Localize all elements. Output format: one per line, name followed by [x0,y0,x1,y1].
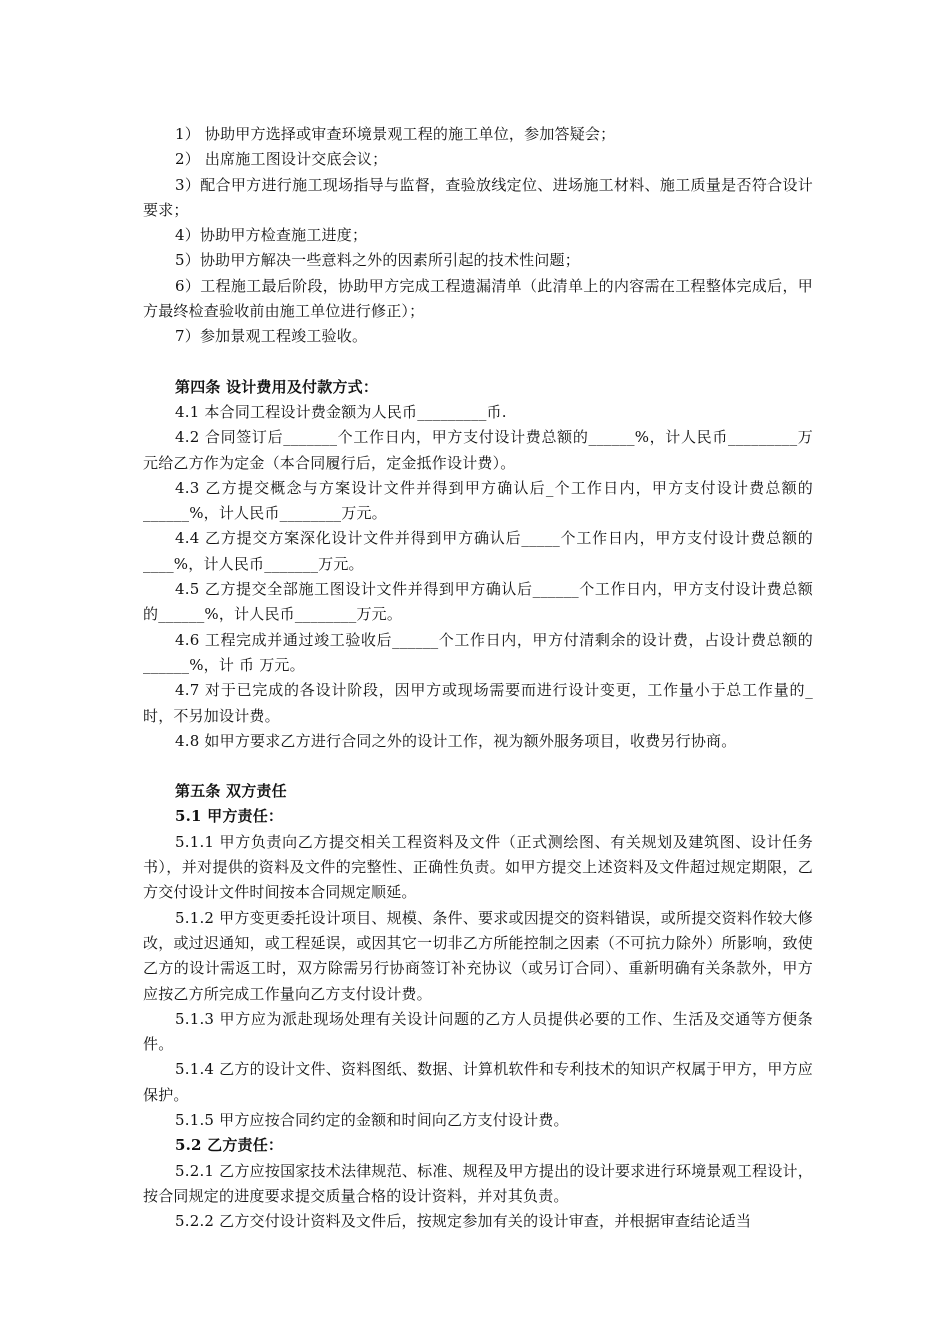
list-item: 1） 协助甲方选择或审查环境景观工程的施工单位，参加答疑会； [175,125,616,143]
article-4-heading: 第四条 设计费用及付款方式： [175,377,379,396]
clause-4-6: 4.6 工程完成并通过竣工验收后______个工作日内，甲方付清剩余的设计费，占设计费总额的______%，计 币 万元。 [143,630,813,674]
clause-4-7: 4.7 对于已完成的各设计阶段，因甲方或现场需要而进行设计变更，工作量小于总工作量的_时，不另加设计费。 [143,681,813,725]
spacer [143,754,813,779]
list-item: 7）参加景观工程竣工验收。 [175,327,368,346]
list-item: 6）工程施工最后阶段，协助甲方完成工程遗漏清单（此清单上的内容需在工程整体完成后，甲方最终检查验收前由施工单位进行修正）； [143,276,813,321]
clause-4-8: 4.8 如甲方要求乙方进行合同之外的设计工作，视为额外服务项目，收费另行协商。 [175,731,737,750]
clause-5-1-3: 5.1.3 甲方应为派赴现场处理有关设计问题的乙方人员提供必要的工作、生活及交通等方便条件。 [143,1009,813,1054]
list-item: 2） 出席施工图设计交底会议； [175,150,388,169]
list-item: 4）协助甲方检查施工进度； [175,226,368,245]
clause-5-2-1: 5.2.1 乙方应按国家技术法律规范、标准、规程及甲方提出的设计要求进行环境景观工程设计，按合同规定的进度要求提交质量合格的设计资料，并对其负责。 [143,1161,813,1205]
clause-4-2: 4.2 合同签订后_______个工作日内，甲方支付设计费总额的______%，计人民币_________万元给乙方作为定金（本合同履行后，定金抵作设计费）。 [143,428,813,472]
clause-5-1-4: 5.1.4 乙方的设计文件、资料图纸、数据、计算机软件和专利技术的知识产权属于甲方，甲方应保护。 [143,1060,813,1104]
clause-4-4: 4.4 乙方提交方案深化设计文件并得到甲方确认后_____个工作日内，甲方支付设计费总额的____%，计人民币_______万元。 [143,529,813,573]
list-item: 5）协助甲方解决一些意料之外的因素所引起的技术性问题； [175,251,580,270]
clause-5-2-2: 5.2.2 乙方交付设计资料及文件后，按规定参加有关的设计审查，并根据审查结论适当 [175,1212,752,1231]
list-item: 3）配合甲方进行施工现场指导与监督，查验放线定位、进场施工材料、施工质量是否符合设计要求； [143,175,813,219]
document-body [143,122,813,1234]
spacer [143,350,813,375]
clause-4-5: 4.5 乙方提交全部施工图设计文件并得到甲方确认后______个工作日内，甲方支付设计费总额的______%，计人民币________万元。 [143,580,813,624]
clause-5-1-1: 5.1.1 甲方负责向乙方提交相关工程资料及文件（正式测绘图、有关规划及建筑图、设计任务书），并对提供的资料及文件的完整性、正确性负责。如甲方提交上述资料及文件超过规定期限，乙方交付设计文件时间按本合同规定顺延。 [143,832,813,902]
section-5-1-heading: 5.1 甲方责任： [175,807,284,826]
clause-4-3: 4.3 乙方提交概念与方案设计文件并得到甲方确认后_个工作日内，甲方支付设计费总额的______%，计人民币________万元。 [143,478,813,523]
clause-5-1-5: 5.1.5 甲方应按合同约定的金额和时间向乙方支付设计费。 [175,1110,569,1129]
article-5-heading: 第五条 双方责任 [175,782,287,801]
clause-5-1-2: 5.1.2 甲方变更委托设计项目、规模、条件、要求或因提交的资料错误，或所提交资料作较大修改，或过迟通知，或工程延误，或因其它一切非乙方所能控制之因素（不可抗力除外）所影响，致使乙方的设计需返工时，双方除需另行协商签订补充协议（或另订合同）、重新明确有关条款外，甲方应按乙方所完成工作量向乙方支付设计费。 [143,908,813,1003]
section-5-2-heading: 5.2 乙方责任： [175,1136,284,1155]
clause-4-1: 4.1 本合同工程设计费金额为人民币_________币. [175,402,507,421]
